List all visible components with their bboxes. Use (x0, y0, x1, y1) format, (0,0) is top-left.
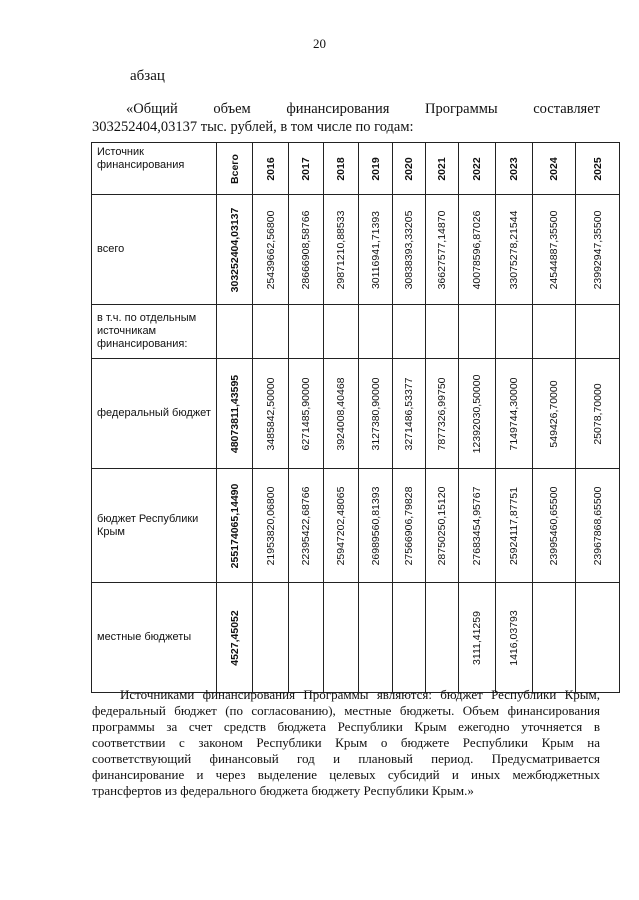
header-year-text: 2019 (369, 156, 382, 181)
cell-value: 27566906,79828 (403, 486, 415, 565)
row-total: 255174065,14490 (228, 483, 241, 568)
value-cell (253, 469, 289, 583)
row-label: федеральный бюджет (92, 359, 217, 469)
value-cell (459, 305, 496, 359)
cell-value: 7877326,99750 (436, 377, 448, 450)
row-total-cell (217, 469, 253, 583)
row-total: 303252404,03137 (228, 207, 241, 292)
value-cell (576, 469, 620, 583)
value-cell (459, 469, 496, 583)
header-year (289, 143, 324, 195)
value-cell (289, 359, 324, 469)
value-cell (426, 305, 459, 359)
row-total-cell (217, 583, 253, 693)
value-cell (359, 583, 393, 693)
header-year-text: 2023 (508, 156, 520, 181)
cell-value: 27683454,95767 (471, 486, 483, 565)
cell-value: 24544887,35500 (548, 210, 560, 289)
cell-value: 1416,03793 (508, 609, 520, 666)
intro-word: Программы (424, 101, 498, 117)
cell-value: 28666908,58766 (300, 210, 312, 289)
header-year (393, 143, 426, 195)
cell-value: 25947202,48065 (335, 486, 347, 565)
cell-value: 33075278,21544 (508, 210, 520, 289)
header-year (426, 143, 459, 195)
cell-value: 22395422,68766 (300, 486, 312, 565)
intro-line-1 (92, 100, 600, 118)
header-year-text: 2024 (548, 156, 560, 181)
value-cell (324, 359, 359, 469)
value-cell (359, 305, 393, 359)
row-total-cell (217, 195, 253, 305)
value-cell (533, 583, 576, 693)
value-cell (253, 195, 289, 305)
cell-value: 23992947,35500 (591, 210, 604, 289)
row-label: бюджет Республики Крым (92, 469, 217, 583)
header-year (533, 143, 576, 195)
header-year-text: 2018 (335, 156, 347, 181)
value-cell (426, 469, 459, 583)
value-cell (217, 305, 253, 359)
value-cell (496, 359, 533, 469)
value-cell (533, 305, 576, 359)
cell-value: 30116941,71393 (369, 210, 382, 289)
header-year (459, 143, 496, 195)
header-source-label: Источник финансирования (92, 143, 217, 195)
value-cell (496, 195, 533, 305)
value-cell (576, 195, 620, 305)
cell-value: 26989560,81393 (369, 486, 382, 565)
row-total: 4527,45052 (228, 609, 241, 666)
value-cell (533, 359, 576, 469)
cell-value: 40078596,87026 (471, 210, 483, 289)
header-year (253, 143, 289, 195)
header-total-text: Всего (228, 153, 241, 184)
value-cell (393, 583, 426, 693)
cell-value: 29871210,88533 (335, 210, 347, 289)
closing-paragraph: Источниками финансирования Программы являются: бюджет Республики Крым, федеральный бюджет (по согласованию), местные бюджеты. Объем финансирования программы за счет средств бюджета Республики Крым ежегодно уточняется в соответствии с законом Республики Крым о бюджете Республики Крым на соответствующий финансовый год и плановый период. Предусматривается финансирование и через выделение целевых субсидий и иных межбюджетных трансфертов из федерального бюджета бюджету Республики Крым.» (92, 687, 600, 798)
table-row (92, 583, 620, 693)
table-row (92, 195, 620, 305)
header-year-text: 2022 (471, 156, 483, 181)
header-year-text: 2017 (300, 156, 312, 181)
cell-value: 25439662,56800 (264, 210, 277, 289)
cell-value: 3127380,90000 (369, 377, 382, 450)
value-cell (576, 305, 620, 359)
cell-value: 3924008,40468 (335, 377, 347, 450)
value-cell (426, 359, 459, 469)
value-cell (324, 195, 359, 305)
cell-value: 23995460,65500 (548, 486, 560, 565)
cell-value: 3111,41259 (471, 610, 483, 665)
value-cell (496, 469, 533, 583)
cell-value: 36627577,14870 (436, 210, 448, 289)
header-total (217, 143, 253, 195)
header-year-text: 2016 (264, 156, 277, 181)
value-cell (324, 469, 359, 583)
cell-value: 23967868,65500 (591, 486, 604, 565)
row-total-cell (217, 359, 253, 469)
header-year-text: 2025 (591, 156, 604, 181)
intro-word: составляет (533, 101, 600, 117)
cell-value: 549426,70000 (548, 379, 560, 448)
intro-word: объем (213, 101, 251, 117)
value-cell (459, 359, 496, 469)
table-row (92, 305, 620, 359)
value-cell (253, 359, 289, 469)
page-number: 20 (313, 36, 326, 51)
value-cell (289, 305, 324, 359)
value-cell (359, 195, 393, 305)
value-cell (289, 195, 324, 305)
value-cell (324, 305, 359, 359)
value-cell (496, 583, 533, 693)
intro-paragraph (92, 100, 600, 136)
value-cell (393, 359, 426, 469)
value-cell (324, 583, 359, 693)
value-cell (289, 469, 324, 583)
heading-word: абзац (130, 68, 165, 84)
cell-value: 25078,70000 (591, 382, 604, 445)
value-cell (253, 583, 289, 693)
value-cell (576, 583, 620, 693)
intro-word: «Общий (126, 101, 178, 117)
cell-value: 7149744,30000 (508, 377, 520, 450)
table-header-row (92, 143, 620, 195)
value-cell (576, 359, 620, 469)
value-cell (393, 305, 426, 359)
cell-value: 12392030,50000 (471, 374, 483, 453)
row-label: в т.ч. по отдельным источникам финансирования: (92, 305, 217, 359)
value-cell (426, 195, 459, 305)
intro-word: финансирования (286, 101, 390, 117)
row-label: местные бюджеты (92, 583, 217, 693)
cell-value: 3485842,50000 (264, 377, 277, 450)
row-total: 48073811,43595 (228, 374, 241, 453)
value-cell (359, 359, 393, 469)
value-cell (459, 583, 496, 693)
cell-value: 30838393,33205 (403, 210, 415, 289)
value-cell (359, 469, 393, 583)
value-cell (289, 583, 324, 693)
cell-value: 25924117,87751 (508, 486, 520, 565)
value-cell (496, 305, 533, 359)
header-year (576, 143, 620, 195)
value-cell (533, 195, 576, 305)
cell-value: 21953820,06800 (264, 486, 277, 565)
header-year-text: 2020 (403, 156, 415, 181)
cell-value: 28750250,15120 (436, 486, 448, 565)
value-cell (459, 195, 496, 305)
value-cell (393, 469, 426, 583)
value-cell (393, 195, 426, 305)
cell-value: 3271486,53377 (403, 377, 415, 450)
financing-table (91, 142, 620, 693)
cell-value: 6271485,90000 (300, 377, 312, 450)
table-row (92, 359, 620, 469)
value-cell (533, 469, 576, 583)
header-year-text: 2021 (436, 156, 448, 181)
row-label: всего (92, 195, 217, 305)
intro-line-2: 303252404,03137 тыс. рублей, в том числе по годам: (92, 119, 414, 135)
value-cell (426, 583, 459, 693)
value-cell (253, 305, 289, 359)
table-row (92, 469, 620, 583)
header-year (324, 143, 359, 195)
header-year (359, 143, 393, 195)
header-year (496, 143, 533, 195)
